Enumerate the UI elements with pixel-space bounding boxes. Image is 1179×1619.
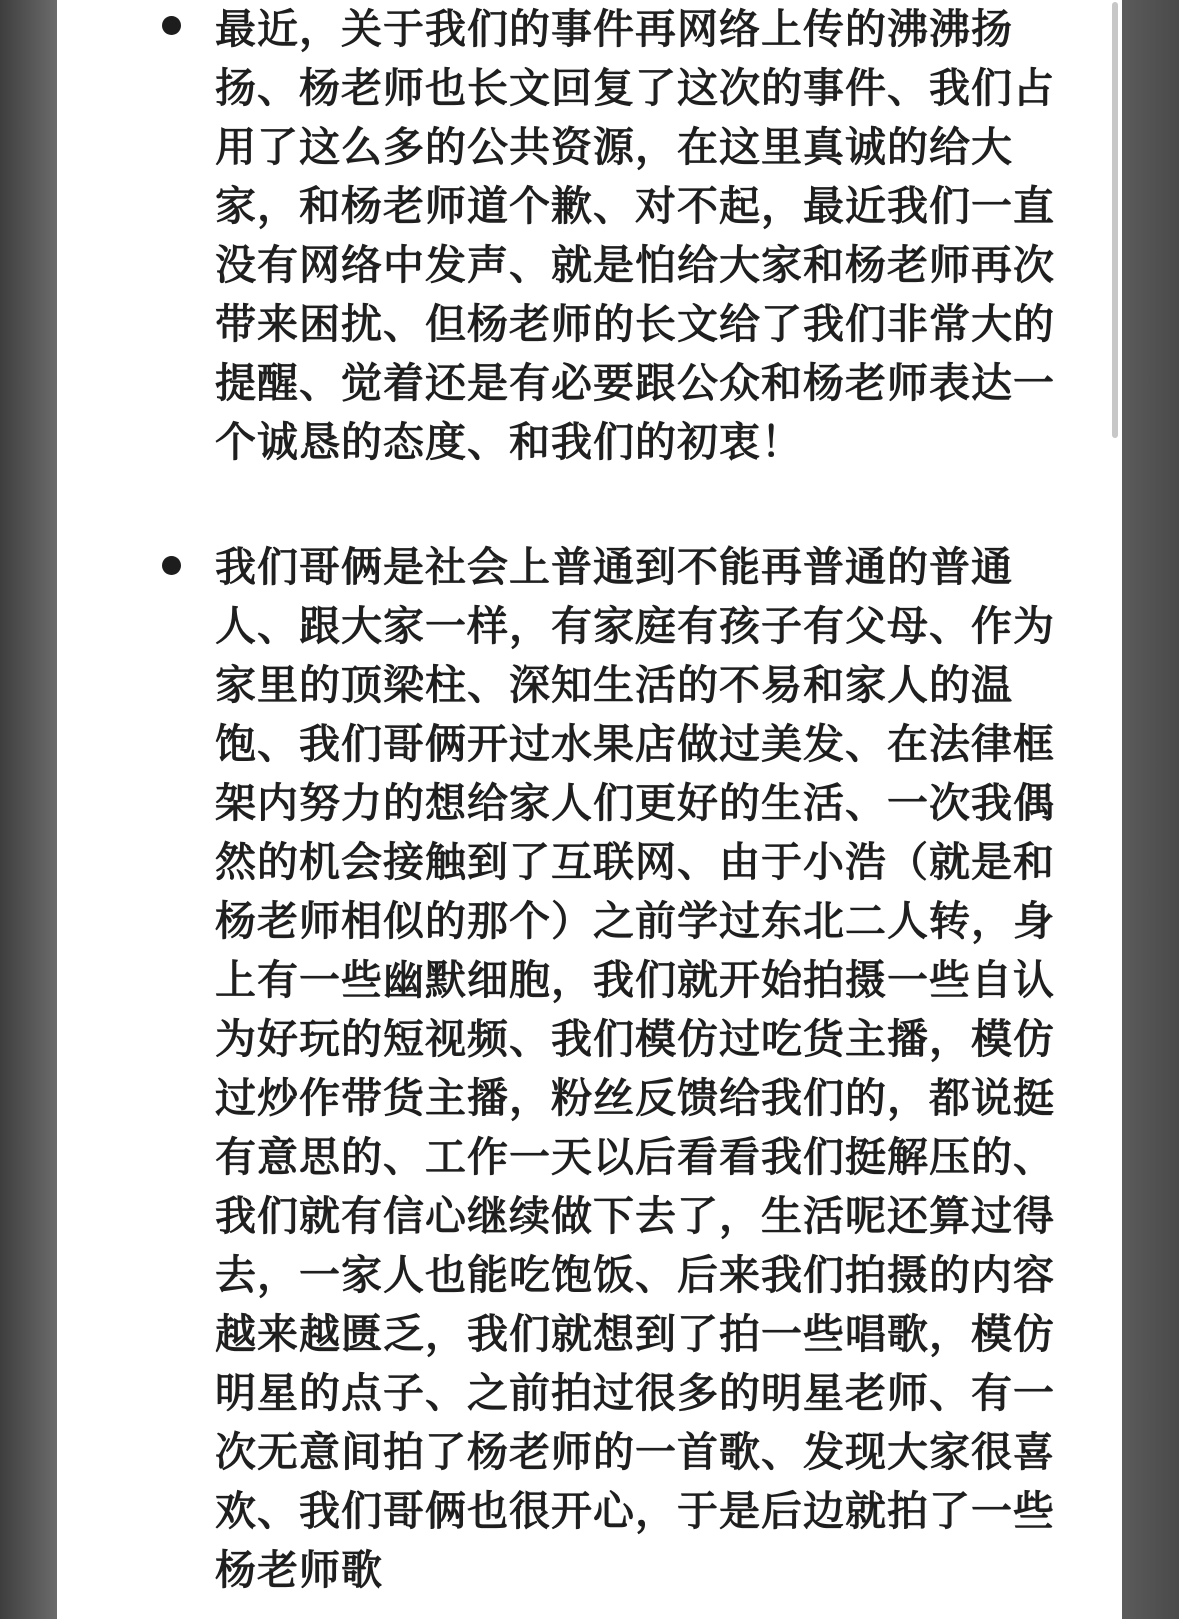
bullet-list bbox=[57, 0, 1122, 1600]
document-page bbox=[57, 0, 1122, 1619]
vertical-scrollbar[interactable] bbox=[1104, 0, 1122, 1619]
paragraph-text: 我们哥俩是社会上普通到不能再普通的普通人、跟大家一样，有家庭有孩子有父母、作为家里的顶梁柱、深知生活的不易和家人的温饱、我们哥俩开过水果店做过美发、在法律框架内努力的想给家人们更好的生活、一次我偶然的机会接触到了互联网、由于小浩（就是和杨老师相似的那个）之前学过东北二人转，身上有一些幽默细胞，我们就开始拍摄一些自认为好玩的短视频、我们模仿过吃货主播，模仿过炒作带货主播，粉丝反馈给我们的，都说挺有意思的、工作一天以后看看我们挺解压的、我们就有信心继续做下去了，生活呢还算过得去，一家人也能吃饱饭、后来我们拍摄的内容越来越匮乏，我们就想到了拍一些唱歌，模仿明星的点子、之前拍过很多的明星老师、有一次无意间拍了杨老师的一首歌、发现大家很喜欢、我们哥俩也很开心，于是后边就拍了一些杨老师歌 bbox=[215, 543, 1055, 1594]
bullet-icon bbox=[162, 556, 181, 575]
paragraph-text: 最近，关于我们的事件再网络上传的沸沸扬扬、杨老师也长文回复了这次的事件、我们占用了这么多的公共资源，在这里真诚的给大家，和杨老师道个歉、对不起，最近我们一直没有网络中发声、就是怕给大家和杨老师再次带来困扰、但杨老师的长文给了我们非常大的提醒、觉着还是有必要跟公众和杨老师表达一个诚恳的态度、和我们的初衷！ bbox=[215, 5, 1055, 466]
scroll-thumb[interactable] bbox=[1112, 2, 1118, 438]
bullet-icon bbox=[162, 16, 181, 35]
list-item bbox=[57, 538, 1122, 1600]
list-item bbox=[57, 0, 1122, 472]
